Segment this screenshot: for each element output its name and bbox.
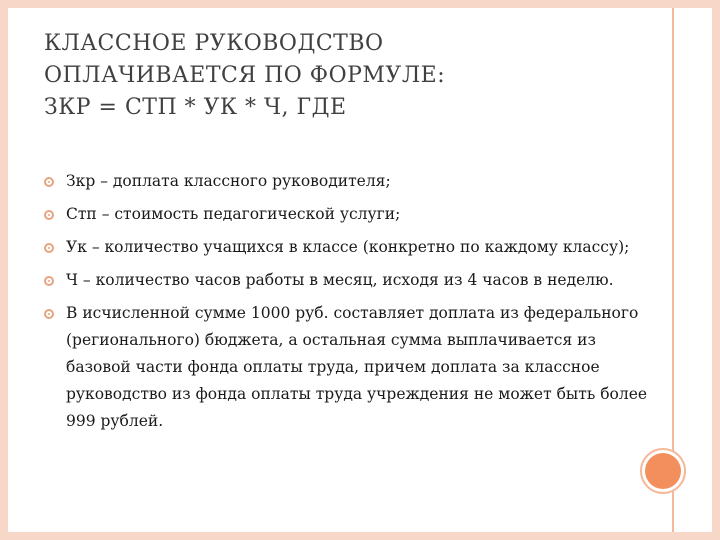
bullet-text: В исчисленной сумме 1000 руб. составляет доплата из федерального (регионального) бюджета, а остальная сумма выплачивается из базовой части фонда оплаты труда, причем доплата за классное руководство из фонда оплаты труда учреждения не может быть более 999 рублей. [66, 304, 648, 430]
bullet-text: Стп – стоимость педагогической услуги; [66, 205, 401, 223]
bullet-list [44, 168, 654, 441]
bullet-text: Зкр – доплата классного руководителя; [66, 172, 391, 190]
frame-top [0, 0, 720, 8]
circle-bullet-icon [44, 309, 54, 319]
circle-bullet-icon [44, 243, 54, 253]
frame-left [0, 0, 8, 540]
bullet-text: Ук – количество учащихся в классе (конкретно по каждому классу); [66, 238, 630, 256]
bullet-item [44, 201, 654, 228]
title-line-1: КЛАССНОЕ РУКОВОДСТВО [44, 31, 384, 56]
bullet-item [44, 234, 654, 261]
frame-bottom [0, 532, 720, 540]
title-line-2: ОПЛАЧИВАЕТСЯ ПО ФОРМУЛЕ: [44, 63, 446, 88]
bullet-item [44, 267, 654, 294]
circle-bullet-icon [44, 210, 54, 220]
circle-bullet-icon [44, 276, 54, 286]
bullet-item [44, 168, 654, 195]
bullet-item [44, 300, 654, 435]
circle-bullet-icon [44, 177, 54, 187]
frame-right [712, 0, 720, 540]
bullet-text: Ч – количество часов работы в месяц, исходя из 4 часов в неделю. [66, 271, 614, 289]
decorative-circle-inner [645, 453, 681, 489]
title-line-3: ЗКР = СТП * УК * Ч, ГДЕ [44, 95, 347, 120]
slide-title [44, 28, 644, 124]
